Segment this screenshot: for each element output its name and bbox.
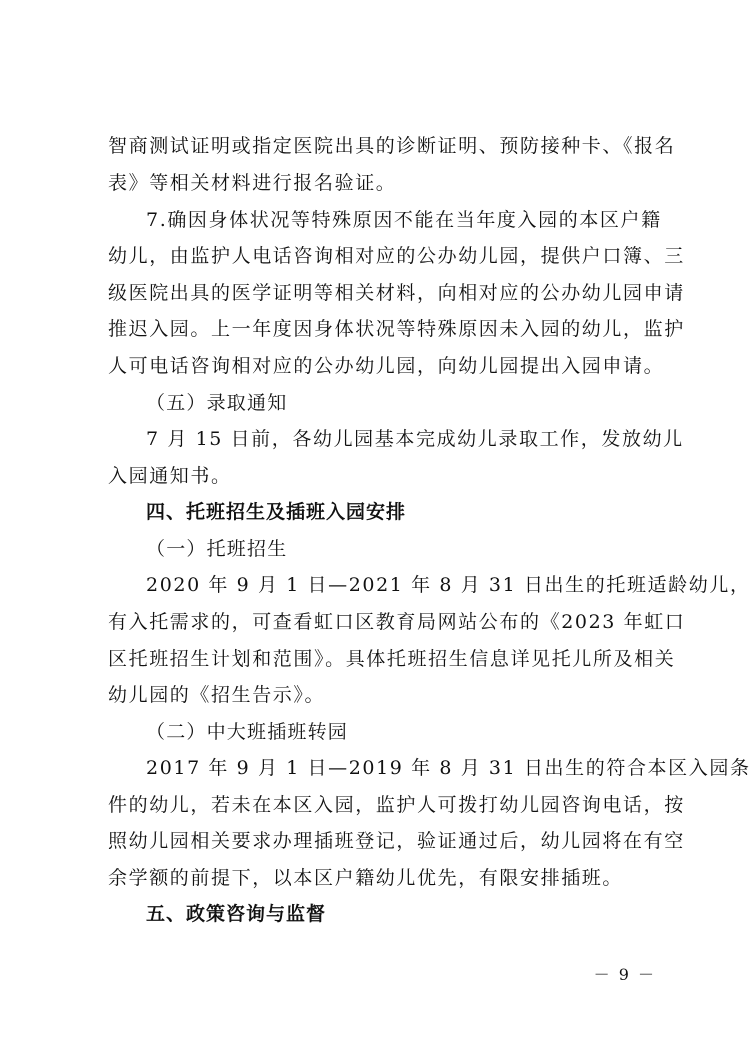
- section-subheading: （二）中大班插班转园: [146, 721, 349, 743]
- section-heading: 五、政策咨询与监督: [146, 903, 327, 925]
- paragraph-line: 2020 年 9 月 1 日—2021 年 8 月 31 日出生的托班适龄幼儿，: [146, 574, 751, 596]
- paragraph-line: 入园通知书。: [108, 465, 232, 487]
- paragraph-line: 幼儿园的《招生告示》。: [108, 684, 326, 706]
- paragraph-line: 7.确因身体状况等特殊原因不能在当年度入园的本区户籍: [146, 209, 662, 231]
- section-subheading: （一）托班招生: [146, 538, 288, 560]
- paragraph-line: 推迟入园。上一年度因身体状况等特殊原因未入园的幼儿，监护: [108, 318, 685, 340]
- section-subheading: （五）录取通知: [146, 392, 288, 414]
- paragraph-line: 件的幼儿，若未在本区入园，监护人可拨打幼儿园咨询电话，按: [108, 794, 685, 816]
- page-number: － 9 －: [593, 965, 656, 984]
- paragraph-line: 人可电话咨询相对应的公办幼儿园，向幼儿园提出入园申请。: [108, 355, 665, 377]
- paragraph-line: 区托班招生计划和范围》。具体托班招生信息详见托儿所及相关: [108, 648, 676, 670]
- section-heading: 四、托班招生及插班入园安排: [146, 501, 407, 523]
- paragraph-line: 7 月 15 日前，各幼儿园基本完成幼儿录取工作，发放幼儿: [146, 428, 684, 450]
- paragraph-line: 智商测试证明或指定医院出具的诊断证明、预防接种卡、《报名: [108, 135, 676, 157]
- paragraph-line: 2017 年 9 月 1 日—2019 年 8 月 31 日出生的符合本区入园条: [146, 757, 751, 779]
- paragraph-line: 表》等相关材料进行报名验证。: [108, 172, 397, 194]
- paragraph-line: 级医院出具的医学证明等相关材料，向相对应的公办幼儿园申请: [108, 282, 685, 304]
- paragraph-line: 照幼儿园相关要求办理插班登记，验证通过后，幼儿园将在有空: [108, 830, 685, 852]
- paragraph-line: 余学额的前提下，以本区户籍幼儿优先，有限安排插班。: [108, 867, 624, 889]
- paragraph-line: 幼儿，由监护人电话咨询相对应的公办幼儿园，提供户口簿、三: [108, 245, 685, 267]
- paragraph-line: 有入托需求的，可查看虹口区教育局网站公布的《2023 年虹口: [108, 611, 686, 633]
